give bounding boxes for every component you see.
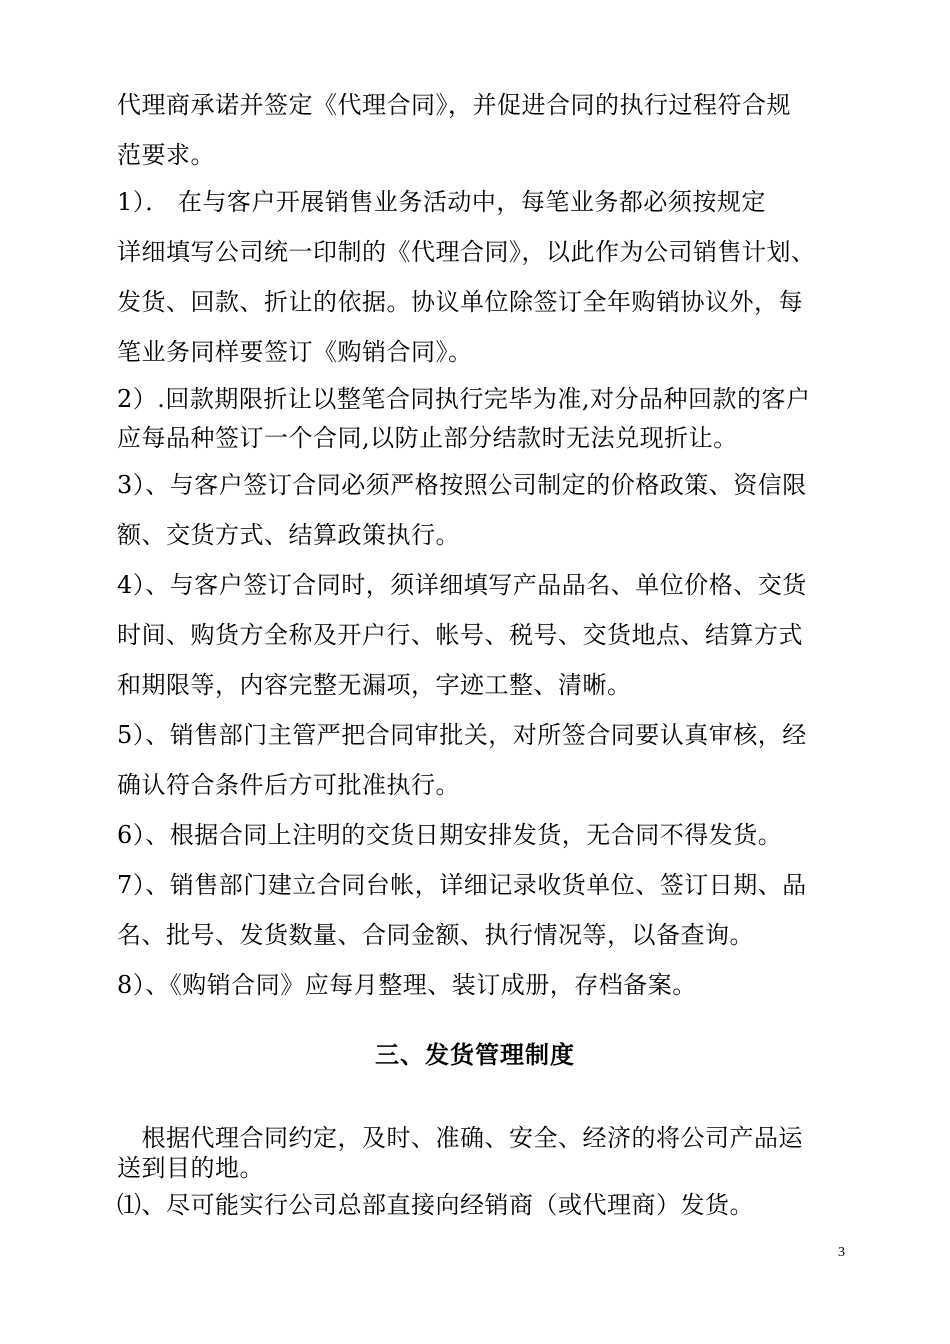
text-line: 代理商承诺并签定《代理合同》，并促进合同的执行过程符合规 bbox=[117, 91, 791, 119]
text-line: 笔业务同样要签订《购销合同》。 bbox=[117, 338, 473, 366]
text-line: 5）、销售部门主管严把合同审批关，对所签合同要认真审核，经 bbox=[117, 721, 807, 749]
text-line: 和期限等，内容完整无漏项，字迹工整、清晰。 bbox=[117, 671, 632, 699]
text-line: ⑴、尽可能实行公司总部直接向经销商（或代理商）发货。 bbox=[117, 1191, 754, 1219]
text-line: 8）、《购销合同》应每月整理、装订成册，存档备案。 bbox=[117, 971, 697, 999]
text-line: 7）、销售部门建立合同台帐，详细记录收货单位、签订日期、品 bbox=[117, 871, 807, 899]
text-line: 送到目的地。 bbox=[117, 1154, 264, 1182]
text-line: 1）． 在与客户开展销售业务活动中，每笔业务都必须按规定 bbox=[117, 188, 766, 216]
text-line: 4）、与客户签订合同时，须详细填写产品品名、单位价格、交货 bbox=[117, 571, 807, 599]
page-number: 3 bbox=[838, 1245, 845, 1260]
text-line: 名、批号、发货数量、合同金额、执行情况等，以备查询。 bbox=[117, 921, 754, 949]
text-line: 确认符合条件后方可批准执行。 bbox=[117, 771, 460, 799]
text-line: 时间、购货方全称及开户行、帐号、税号、交货地点、结算方式 bbox=[117, 621, 803, 649]
text-line: 3）、与客户签订合同必须严格按照公司制定的价格政策、资信限 bbox=[117, 471, 807, 499]
text-line: 6）、根据合同上注明的交货日期安排发货，无合同不得发货。 bbox=[117, 821, 783, 849]
text-line: 额、交货方式、结算政策执行。 bbox=[117, 521, 460, 549]
section-heading: 三、发货管理制度 bbox=[375, 1041, 575, 1069]
text-line: 范要求。 bbox=[117, 141, 215, 169]
text-line: 应每品种签订一个合同,以防止部分结款时无法兑现折让。 bbox=[117, 424, 738, 452]
text-line: 2）.回款期限折让以整笔合同执行完毕为准,对分品种回款的客户 bbox=[117, 385, 811, 413]
text-line: 根据代理合同约定，及时、准确、安全、经济的将公司产品运 bbox=[117, 1124, 803, 1152]
text-line: 详细填写公司统一印制的《代理合同》，以此作为公司销售计划、 bbox=[117, 238, 816, 266]
text-line: 发货、回款、折让的依据。协议单位除签订全年购销协议外，每 bbox=[117, 288, 803, 316]
